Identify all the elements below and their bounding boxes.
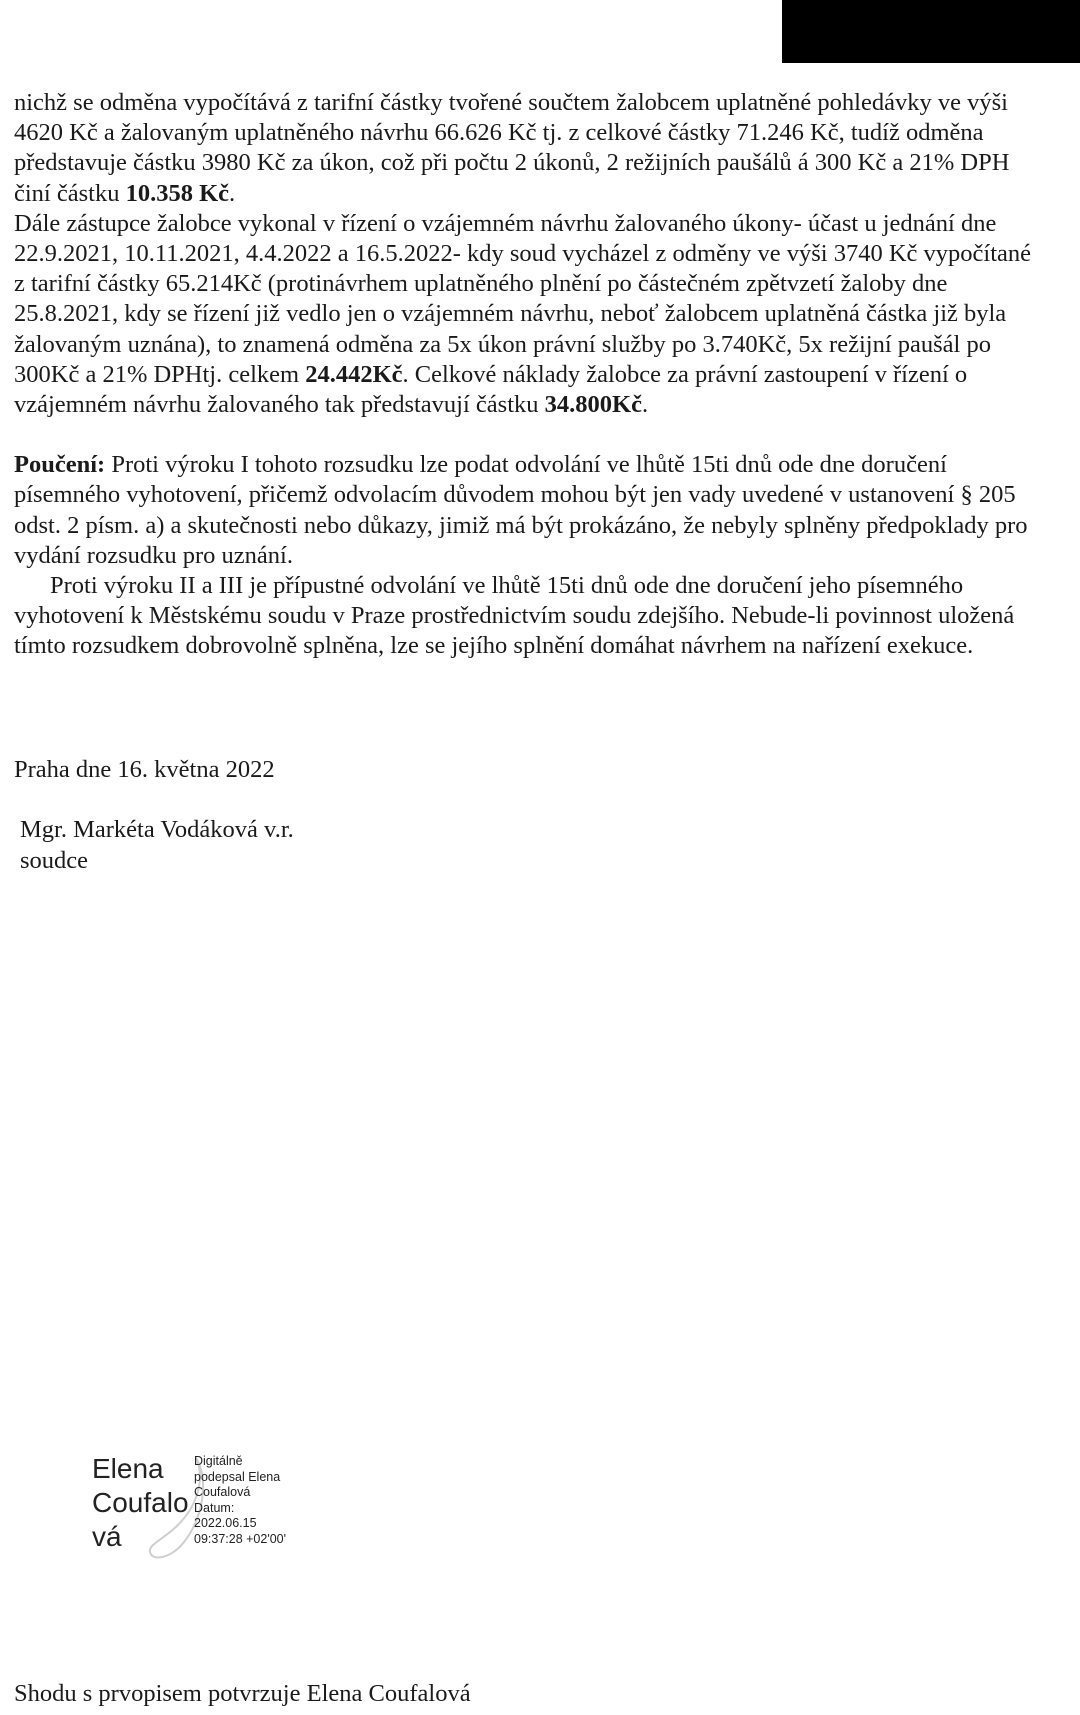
paragraph-text: Dále zástupce žalobce vykonal v řízení o vzájemném návrhu žalovaného úkony- účast u jednání dne 22.9.2021, 10.11.2021, 4.4.2022 a 16.5.2022- kdy soud vycházel z odměny ve výši 3740 Kč vypočítané z tarifní částky 65.214Kč (protinávrhem uplatněného plnění po částečném zpětvzetí žaloby dne 25.8.2021, kdy se řízení již vedlo jen o vzájemném návrhu, neboť žalobcem uplatněná částka již byla žalovaným uznána), to znamená odměna za 5x úkon právní služby po 3.740Kč, 5x režijní paušál po 300Kč a 21% DPHtj. celkem [14,209,1032,388]
amount-total-costs: 34.800Kč [544,391,642,419]
paragraph-text: . Celkové náklady žalobce za právní zastoupení v řízení o vzájemném návrhu žalovaného tak představují částku [14,360,968,419]
place-and-date: Praha dne 16. května 2022 [14,756,275,783]
digital-signature-stamp [92,1450,352,1570]
paragraph-text: . [229,179,236,207]
judge-name: Mgr. Markéta Vodáková v.r. [20,816,294,843]
paragraph-text: . [641,391,649,419]
redaction-box [782,0,1080,63]
paragraph-fee-calculation [14,88,1044,209]
judge-signature [20,815,294,876]
paragraph-text: Proti výroku I tohoto rozsudku lze podat odvolání ve lhůtě 15ti dnů ode dne doručení písemného vyhotovení, přičemž odvolacím důvodem mohou být jen vady uvedené v ustanovení § 205 odst. 2 písm. a) a skutečnosti nebo důkazy, jimiž má být prokázáno, že nebyly splněny předpoklady pro vydání rozsudku pro uznání. [14,451,1028,569]
pouceni-label: Poučení: [14,451,106,479]
copy-confirmation: Shodu s prvopisem potvrzuje Elena Coufalová [14,1680,471,1707]
paragraph-appeal: Proti výroku II a III je přípustné odvolání ve lhůtě 15ti dnů ode dne doručení jeho písemného vyhotovení k Městskému soudu v Praze prostřednictvím soudu zdejšího. Nebude-li povinnost uložená tímto rozsudkem dobrovolně splněna, lze se jejího splnění domáhat návrhem na nařízení exekuce. [14,572,1015,660]
paragraph-text: nichž se odměna vypočítává z tarifní částky tvořené součtem žalobcem uplatněné pohledávky ve výši 4620 Kč a žalovaným uplatněného návrhu 66.626 Kč tj. z celkové částky 71.246 Kč, tudíž odměna představuje částku 3980 Kč za úkon, což při počtu 2 úkonů, 2 režijních paušálů á 300 Kč a 21% DPH činí částku [14,89,1010,207]
amount-total-2: 24.442Kč [305,360,403,388]
paragraph-counterclaim-costs [14,209,1044,420]
paragraph-pouceni [14,450,1044,571]
signature-name: Elena Coufalo vá [92,1453,189,1552]
signature-details: Digitálně podepsal Elena Coufalová Datum: 2022.06.15 09:37:28 +02'00' [194,1454,287,1546]
amount-total-1: 10.358 Kč [125,179,230,207]
judge-role: soudce [20,846,89,874]
document-body [14,88,1044,662]
